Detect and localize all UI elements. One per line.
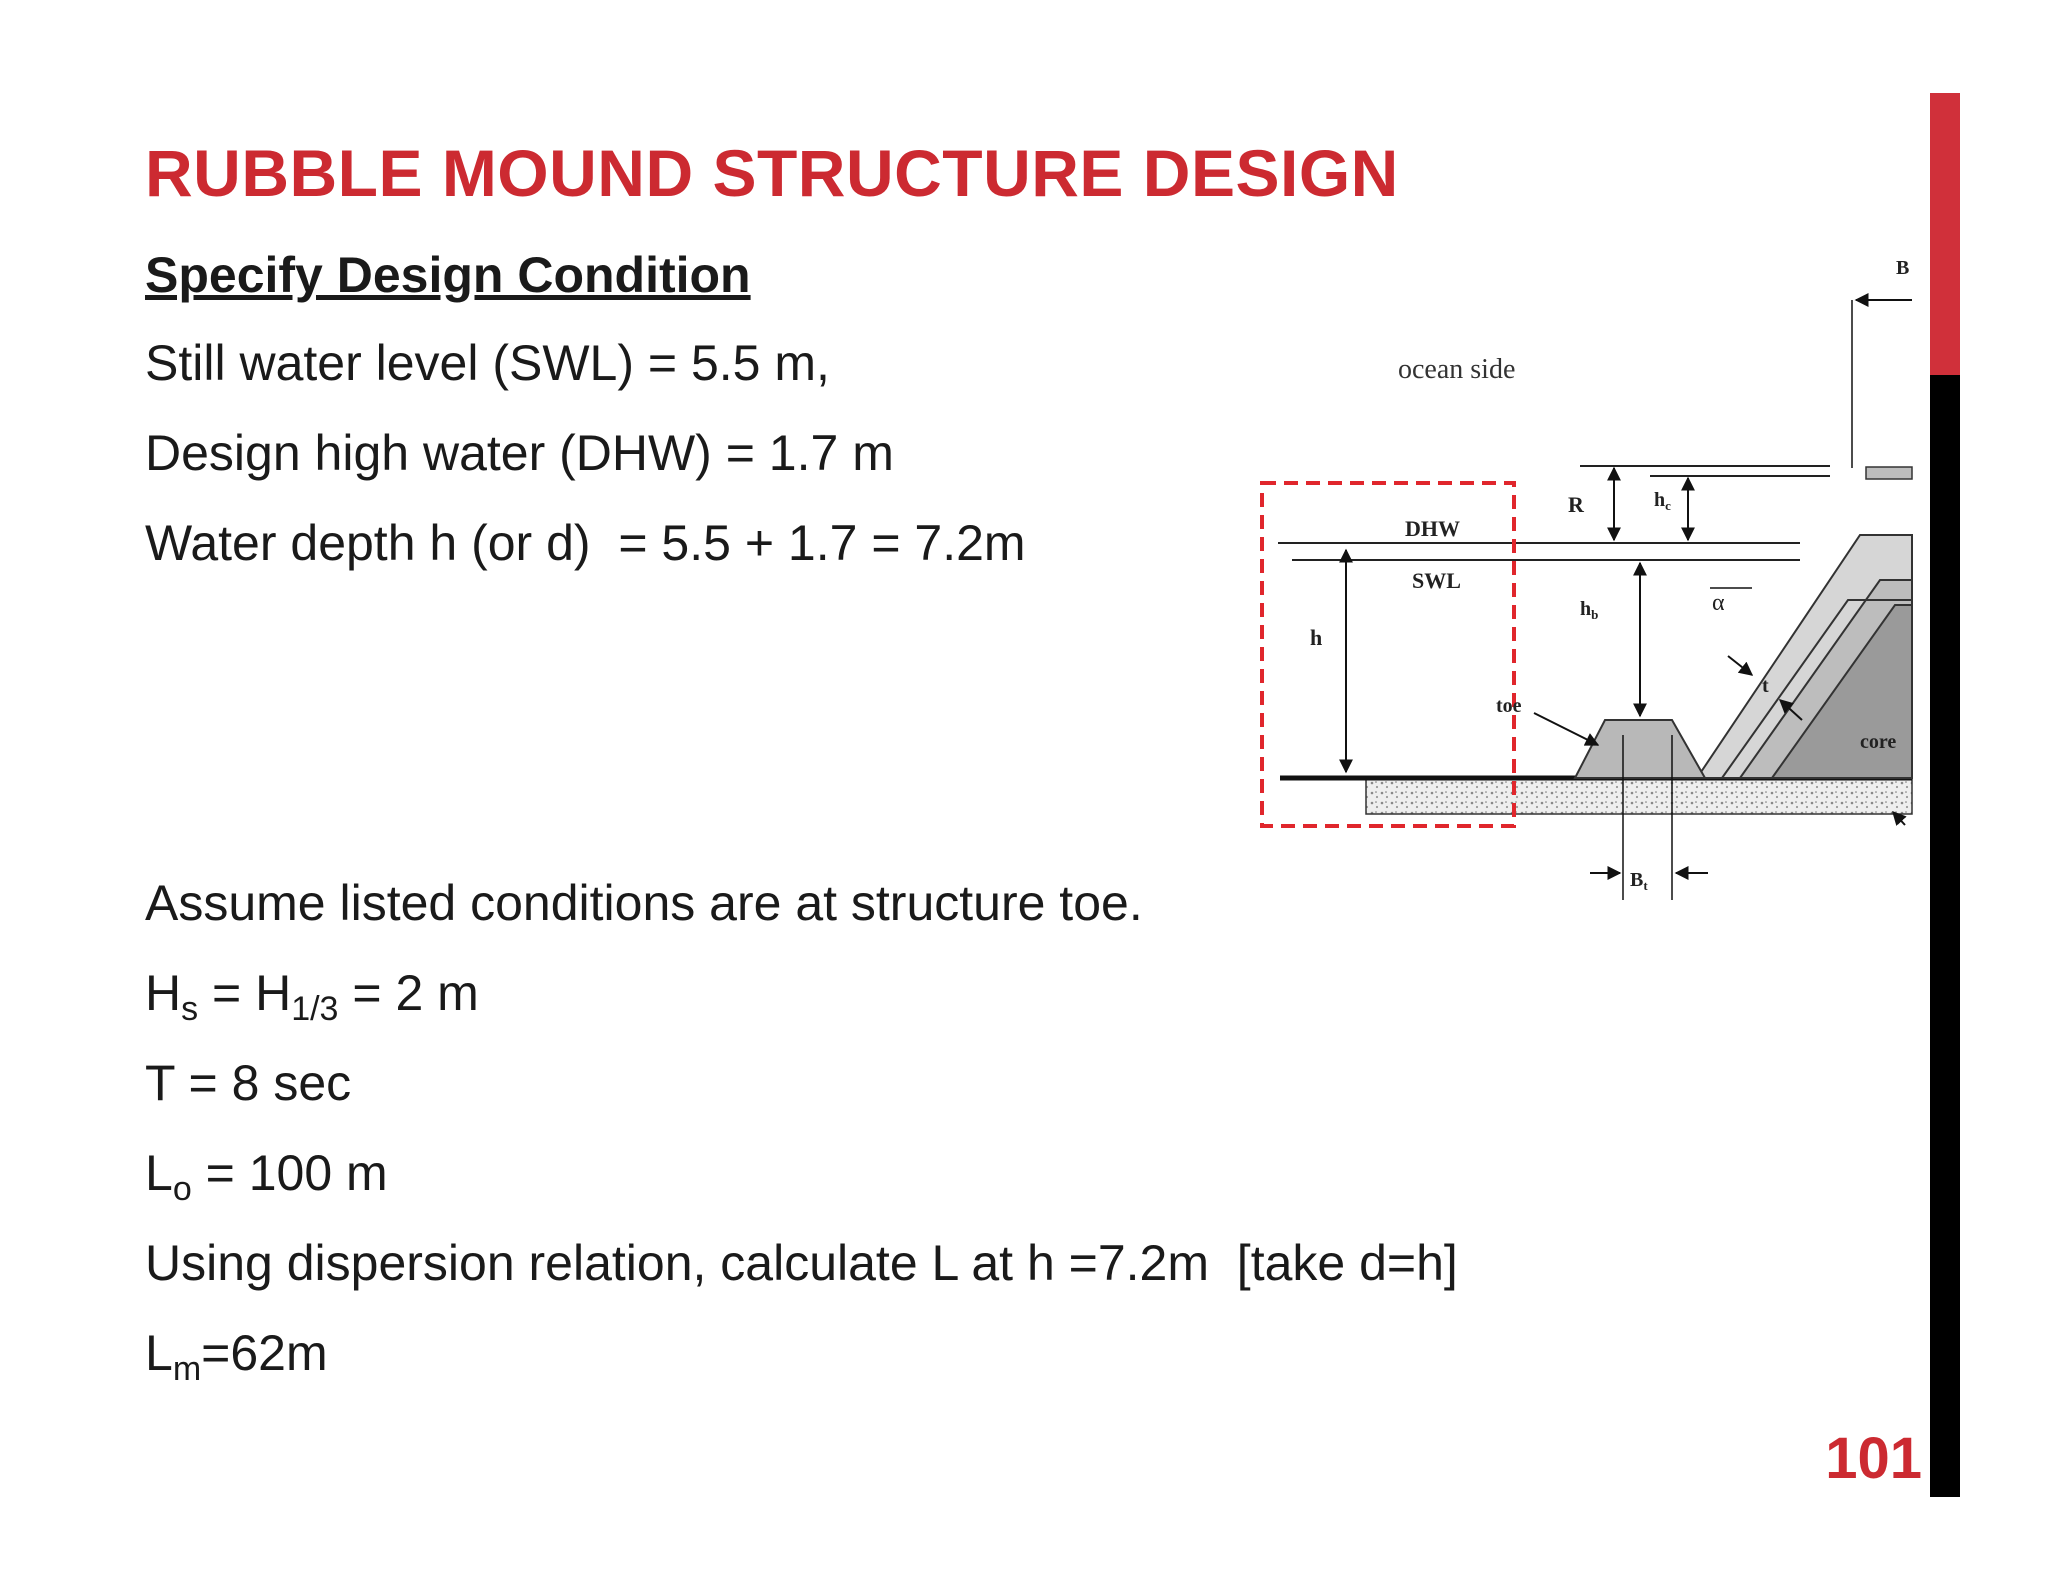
- lo-subscript: o: [172, 1170, 192, 1208]
- text-line-wave-height: [145, 965, 479, 1028]
- breakwater-cross-section-diagram: [1240, 230, 1930, 910]
- text-line-wavelength-result: [145, 1325, 328, 1388]
- highlight-box: [1262, 483, 1514, 826]
- text-line-period: T = 8 sec: [145, 1055, 352, 1111]
- label-t: t: [1762, 675, 1769, 697]
- h13-subscript: 1/3: [291, 990, 339, 1028]
- text-line-swl: Still water level (SWL) = 5.5 m,: [145, 335, 830, 391]
- lm-symbol: L: [145, 1325, 173, 1381]
- text-line-deepwater-length: [145, 1145, 388, 1208]
- text-line-dhw: Design high water (DHW) = 1.7 m: [145, 425, 894, 481]
- lo-value: = 100 m: [191, 1145, 388, 1201]
- slide-title: RUBBLE MOUND STRUCTURE DESIGN: [145, 136, 1399, 210]
- hs-symbol: H: [145, 965, 182, 1021]
- text-line-assume: Assume listed conditions are at structure toe.: [145, 875, 1143, 931]
- label-dhw: DHW: [1405, 516, 1460, 541]
- label-b-top: B: [1896, 257, 1910, 279]
- label-alpha: α: [1712, 590, 1725, 616]
- label-hb: $h_b$: [1580, 598, 1599, 622]
- sidebar-accent-black: [1930, 375, 1960, 1497]
- hs-value: = 2 m: [338, 965, 479, 1021]
- label-h: h: [1310, 625, 1323, 650]
- label-bt: $B_t$: [1630, 869, 1648, 893]
- hs-equals: = H: [198, 965, 292, 1021]
- page-number: 101: [1825, 1426, 1922, 1491]
- sidebar-accent-red: [1930, 93, 1960, 375]
- hs-subscript: s: [181, 990, 199, 1028]
- section-heading: Specify Design Condition: [145, 247, 751, 303]
- label-swl: SWL: [1412, 568, 1461, 593]
- text-line-dispersion: Using dispersion relation, calculate L at h =7.2m [take d=h]: [145, 1235, 1458, 1291]
- label-core: core: [1860, 731, 1897, 753]
- label-ocean-side: ocean side: [1398, 354, 1516, 385]
- text-line-water-depth: Water depth h (or d) = 5.5 + 1.7 = 7.2m: [145, 515, 1026, 571]
- lm-subscript: m: [172, 1350, 202, 1388]
- lm-value: =62m: [201, 1325, 328, 1381]
- diagram-seabed: [1280, 778, 1912, 814]
- label-toe: toe: [1496, 695, 1522, 717]
- diagram-water-lines: [1278, 466, 1830, 560]
- label-r: R: [1568, 492, 1584, 517]
- lo-symbol: L: [145, 1145, 173, 1201]
- label-hc: $h_c$: [1654, 489, 1671, 513]
